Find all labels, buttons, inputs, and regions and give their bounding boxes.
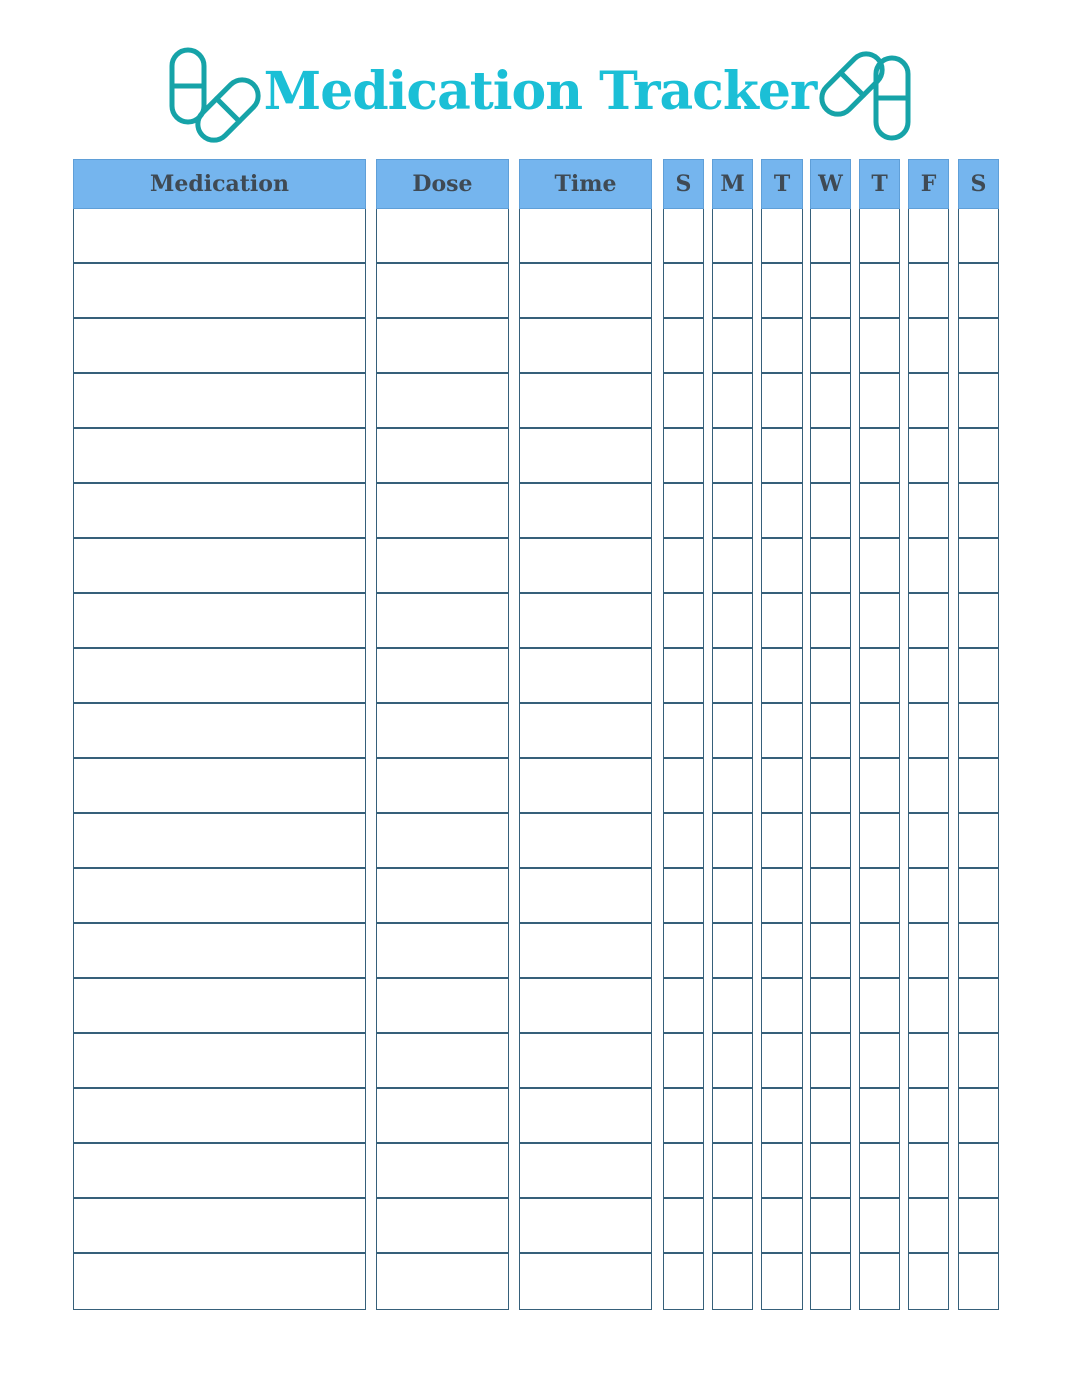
table-cell[interactable] [377, 1254, 508, 1309]
table-cell[interactable] [74, 594, 365, 649]
table-cell[interactable] [664, 594, 703, 649]
table-cell[interactable] [811, 539, 850, 594]
table-cell[interactable] [762, 1199, 802, 1254]
table-cell[interactable] [74, 869, 365, 924]
table-cell[interactable] [762, 814, 802, 869]
wednesday-column [810, 159, 851, 1310]
table-cell[interactable] [762, 869, 802, 924]
table-cell[interactable] [909, 704, 948, 759]
table-cell[interactable] [909, 814, 948, 869]
page-title: Medication Tracker [263, 61, 817, 122]
table-cell[interactable] [713, 484, 752, 539]
table-cell[interactable] [377, 594, 508, 649]
table-cell[interactable] [74, 539, 365, 594]
table-cell[interactable] [860, 704, 899, 759]
table-cell[interactable] [811, 759, 850, 814]
time-column [519, 159, 652, 1310]
table-cell[interactable] [713, 759, 752, 814]
table-cell[interactable] [664, 759, 703, 814]
table-cell[interactable] [959, 209, 998, 264]
table-cell[interactable] [762, 319, 802, 374]
table-cell[interactable] [74, 209, 365, 264]
table-cell[interactable] [664, 924, 703, 979]
table-cell[interactable] [762, 924, 802, 979]
table-cell[interactable] [74, 814, 365, 869]
table-cell[interactable] [959, 429, 998, 484]
table-cell[interactable] [959, 649, 998, 704]
table-cell[interactable] [377, 1089, 508, 1144]
table-cell[interactable] [377, 649, 508, 704]
table-cell[interactable] [811, 484, 850, 539]
table-cell[interactable] [860, 1034, 899, 1089]
table-cell[interactable] [520, 979, 651, 1034]
table-cell[interactable] [520, 374, 651, 429]
table-cell[interactable] [811, 374, 850, 429]
column-body [908, 209, 949, 1310]
monday-column [712, 159, 753, 1310]
table-cell[interactable] [664, 374, 703, 429]
table-cell[interactable] [959, 1144, 998, 1199]
column-header: Dose [376, 159, 509, 209]
table-cell[interactable] [74, 649, 365, 704]
table-cell[interactable] [664, 209, 703, 264]
sunday-column [663, 159, 704, 1310]
table-cell[interactable] [74, 1034, 365, 1089]
table-cell[interactable] [520, 759, 651, 814]
table-cell[interactable] [377, 539, 508, 594]
table-cell[interactable] [811, 649, 850, 704]
table-cell[interactable] [860, 814, 899, 869]
table-cell[interactable] [664, 869, 703, 924]
table-cell[interactable] [713, 979, 752, 1034]
table-cell[interactable] [909, 319, 948, 374]
table-cell[interactable] [860, 1089, 899, 1144]
table-cell[interactable] [909, 264, 948, 319]
table-cell[interactable] [713, 1254, 752, 1309]
table-cell[interactable] [520, 209, 651, 264]
table-cell[interactable] [713, 869, 752, 924]
table-cell[interactable] [377, 979, 508, 1034]
table-cell[interactable] [713, 1034, 752, 1089]
table-cell[interactable] [959, 484, 998, 539]
table-cell[interactable] [909, 924, 948, 979]
column-header: S [958, 159, 999, 209]
table-cell[interactable] [377, 264, 508, 319]
table-cell[interactable] [664, 704, 703, 759]
table-cell[interactable] [713, 539, 752, 594]
table-cell[interactable] [909, 594, 948, 649]
table-cell[interactable] [860, 539, 899, 594]
table-cell[interactable] [909, 1254, 948, 1309]
column-header: S [663, 159, 704, 209]
table-cell[interactable] [860, 209, 899, 264]
table-cell[interactable] [762, 759, 802, 814]
table-cell[interactable] [860, 759, 899, 814]
table-cell[interactable] [377, 429, 508, 484]
table-cell[interactable] [520, 649, 651, 704]
table-cell[interactable] [377, 704, 508, 759]
table-cell[interactable] [520, 704, 651, 759]
table-cell[interactable] [860, 924, 899, 979]
table-cell[interactable] [664, 1144, 703, 1199]
table-cell[interactable] [762, 429, 802, 484]
table-cell[interactable] [762, 1034, 802, 1089]
column-body [761, 209, 803, 1310]
table-cell[interactable] [811, 1199, 850, 1254]
table-cell[interactable] [74, 319, 365, 374]
table-cell[interactable] [520, 484, 651, 539]
table-cell[interactable] [664, 979, 703, 1034]
table-cell[interactable] [860, 484, 899, 539]
table-cell[interactable] [377, 1144, 508, 1199]
column-body [73, 209, 366, 1310]
table-cell[interactable] [377, 374, 508, 429]
column-body [663, 209, 704, 1310]
table-cell[interactable] [811, 924, 850, 979]
table-cell[interactable] [664, 1199, 703, 1254]
table-cell[interactable] [664, 539, 703, 594]
table-cell[interactable] [713, 814, 752, 869]
table-cell[interactable] [377, 1199, 508, 1254]
table-cell[interactable] [811, 264, 850, 319]
saturday-column [958, 159, 999, 1310]
table-cell[interactable] [860, 374, 899, 429]
table-cell[interactable] [959, 979, 998, 1034]
table-cell[interactable] [811, 814, 850, 869]
medication-column [73, 159, 366, 1310]
table-cell[interactable] [811, 319, 850, 374]
table-cell[interactable] [713, 1144, 752, 1199]
table-cell[interactable] [860, 869, 899, 924]
column-header: T [761, 159, 803, 209]
table-cell[interactable] [860, 429, 899, 484]
table-cell[interactable] [377, 1034, 508, 1089]
table-cell[interactable] [74, 1089, 365, 1144]
table-cell[interactable] [811, 1034, 850, 1089]
table-cell[interactable] [909, 1144, 948, 1199]
table-cell[interactable] [762, 979, 802, 1034]
table-cell[interactable] [713, 594, 752, 649]
table-cell[interactable] [713, 924, 752, 979]
table-cell[interactable] [909, 484, 948, 539]
table-cell[interactable] [909, 1199, 948, 1254]
table-cell[interactable] [377, 759, 508, 814]
table-cell[interactable] [959, 594, 998, 649]
table-cell[interactable] [762, 1089, 802, 1144]
table-cell[interactable] [811, 594, 850, 649]
tuesday-column [761, 159, 803, 1310]
column-header: W [810, 159, 851, 209]
table-cell[interactable] [520, 429, 651, 484]
table-cell[interactable] [811, 429, 850, 484]
table-cell[interactable] [74, 979, 365, 1034]
table-cell[interactable] [762, 209, 802, 264]
column-header: T [859, 159, 900, 209]
table-cell[interactable] [762, 539, 802, 594]
table-cell[interactable] [74, 704, 365, 759]
table-cell[interactable] [860, 1254, 899, 1309]
table-cell[interactable] [909, 429, 948, 484]
table-cell[interactable] [713, 1199, 752, 1254]
table-cell[interactable] [959, 869, 998, 924]
table-cell[interactable] [74, 429, 365, 484]
table-cell[interactable] [74, 759, 365, 814]
table-cell[interactable] [909, 1089, 948, 1144]
table-cell[interactable] [520, 1034, 651, 1089]
table-cell[interactable] [959, 1034, 998, 1089]
table-cell[interactable] [520, 264, 651, 319]
table-cell[interactable] [713, 319, 752, 374]
table-cell[interactable] [664, 1254, 703, 1309]
table-cell[interactable] [860, 979, 899, 1034]
column-body [810, 209, 851, 1310]
table-cell[interactable] [377, 484, 508, 539]
table-cell[interactable] [860, 264, 899, 319]
table-cell[interactable] [377, 924, 508, 979]
table-cell[interactable] [520, 924, 651, 979]
column-header: F [908, 159, 949, 209]
table-cell[interactable] [811, 869, 850, 924]
table-cell[interactable] [520, 1199, 651, 1254]
column-body [859, 209, 900, 1310]
table-cell[interactable] [74, 1254, 365, 1309]
table-cell[interactable] [520, 594, 651, 649]
table-cell[interactable] [811, 1254, 850, 1309]
table-cell[interactable] [74, 1144, 365, 1199]
column-body [712, 209, 753, 1310]
table-cell[interactable] [74, 264, 365, 319]
table-cell[interactable] [959, 264, 998, 319]
table-cell[interactable] [664, 484, 703, 539]
table-cell[interactable] [762, 1254, 802, 1309]
table-cell[interactable] [664, 814, 703, 869]
pill-capsules-icon [810, 40, 920, 150]
table-cell[interactable] [909, 539, 948, 594]
table-cell[interactable] [811, 1089, 850, 1144]
column-body [519, 209, 652, 1310]
table-cell[interactable] [909, 1034, 948, 1089]
table-cell[interactable] [664, 264, 703, 319]
table-cell[interactable] [762, 484, 802, 539]
table-cell[interactable] [713, 209, 752, 264]
table-cell[interactable] [520, 1089, 651, 1144]
table-cell[interactable] [377, 319, 508, 374]
table-cell[interactable] [959, 374, 998, 429]
table-cell[interactable] [762, 374, 802, 429]
table-cell[interactable] [520, 814, 651, 869]
table-cell[interactable] [860, 1144, 899, 1199]
table-cell[interactable] [959, 1254, 998, 1309]
table-cell[interactable] [664, 319, 703, 374]
table-cell[interactable] [959, 1089, 998, 1144]
table-cell[interactable] [713, 374, 752, 429]
table-cell[interactable] [520, 1254, 651, 1309]
table-cell[interactable] [909, 649, 948, 704]
column-header: Medication [73, 159, 366, 209]
title-bar [0, 40, 1080, 150]
dose-column [376, 159, 509, 1310]
table-cell[interactable] [520, 539, 651, 594]
table-cell[interactable] [664, 1089, 703, 1144]
table-cell[interactable] [713, 704, 752, 759]
table-cell[interactable] [664, 1034, 703, 1089]
table-cell[interactable] [860, 649, 899, 704]
table-cell[interactable] [860, 319, 899, 374]
table-cell[interactable] [377, 209, 508, 264]
table-cell[interactable] [811, 979, 850, 1034]
table-cell[interactable] [909, 869, 948, 924]
column-header: M [712, 159, 753, 209]
table-cell[interactable] [74, 1199, 365, 1254]
table-cell[interactable] [762, 264, 802, 319]
table-cell[interactable] [713, 264, 752, 319]
table-cell[interactable] [860, 1199, 899, 1254]
table-cell[interactable] [762, 704, 802, 759]
table-cell[interactable] [74, 484, 365, 539]
table-cell[interactable] [713, 649, 752, 704]
table-cell[interactable] [959, 814, 998, 869]
table-cell[interactable] [959, 539, 998, 594]
table-cell[interactable] [377, 869, 508, 924]
table-cell[interactable] [959, 924, 998, 979]
table-cell[interactable] [959, 704, 998, 759]
table-cell[interactable] [811, 209, 850, 264]
table-cell[interactable] [959, 319, 998, 374]
table-cell[interactable] [762, 1144, 802, 1199]
table-cell[interactable] [762, 594, 802, 649]
table-cell[interactable] [909, 979, 948, 1034]
table-cell[interactable] [762, 649, 802, 704]
table-cell[interactable] [664, 429, 703, 484]
table-cell[interactable] [74, 924, 365, 979]
table-cell[interactable] [664, 649, 703, 704]
table-cell[interactable] [520, 869, 651, 924]
table-cell[interactable] [959, 759, 998, 814]
column-body [376, 209, 509, 1310]
table-cell[interactable] [811, 704, 850, 759]
column-body [958, 209, 999, 1310]
table-cell[interactable] [713, 429, 752, 484]
table-cell[interactable] [520, 319, 651, 374]
table-cell[interactable] [713, 1089, 752, 1144]
table-cell[interactable] [909, 209, 948, 264]
table-cell[interactable] [909, 759, 948, 814]
table-cell[interactable] [860, 594, 899, 649]
friday-column [908, 159, 949, 1310]
thursday-column [859, 159, 900, 1310]
table-cell[interactable] [520, 1144, 651, 1199]
table-cell[interactable] [811, 1144, 850, 1199]
table-cell[interactable] [377, 814, 508, 869]
table-cell[interactable] [959, 1199, 998, 1254]
column-header: Time [519, 159, 652, 209]
table-cell[interactable] [74, 374, 365, 429]
table-cell[interactable] [909, 374, 948, 429]
